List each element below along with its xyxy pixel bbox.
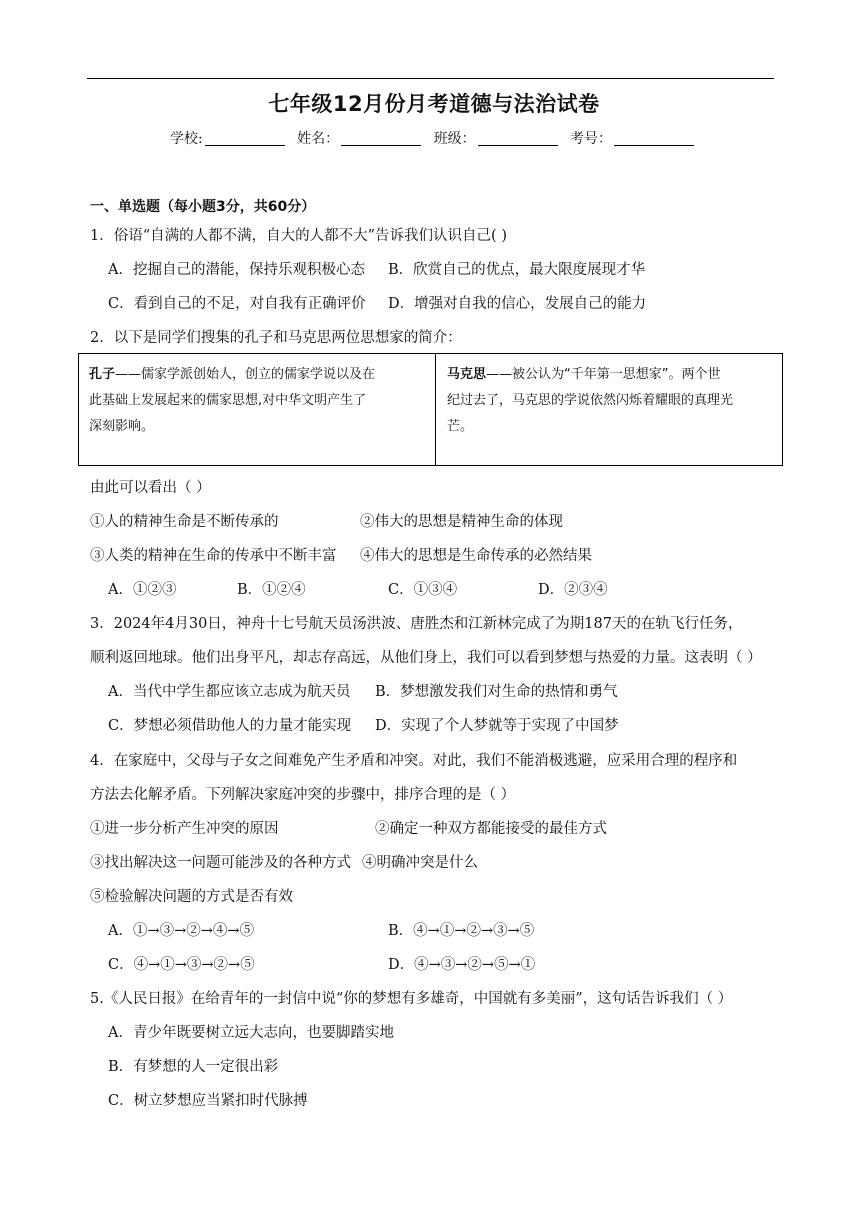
school-label: 学校: bbox=[169, 131, 203, 147]
q4-statement-4: ④明确冲突是什么 bbox=[362, 855, 478, 871]
class-blank[interactable] bbox=[478, 131, 558, 146]
q1-option-a: A．挖掘自己的潜能，保持乐观积极心态 bbox=[108, 262, 365, 278]
marx-text-1: ——被公认为“千年第一思想家”。两个世 bbox=[486, 367, 721, 382]
q5-option-a: A．青少年既要树立远大志向，也要脚踏实地 bbox=[108, 1025, 394, 1041]
q3-stem-line-2: 顺利返回地球。他们出身平凡，却志存高远，从他们身上，我们可以看到梦想与热爱的力量。这表明（ ） bbox=[90, 650, 762, 666]
q1-option-d: D．增强对自我的信心，发展自己的能力 bbox=[388, 296, 647, 312]
student-info-line bbox=[0, 128, 868, 148]
q5-option-b: B．有梦想的人一定很出彩 bbox=[108, 1059, 279, 1075]
q2-option-c: C．①③④ bbox=[388, 582, 458, 598]
q4-option-d: D．④→③→②→⑤→① bbox=[388, 957, 536, 973]
q3-option-b: B．梦想激发我们对生命的热情和勇气 bbox=[375, 684, 618, 700]
marx-text-3: 芒。 bbox=[447, 419, 474, 434]
q4-option-c: C．④→①→③→②→⑤ bbox=[108, 957, 255, 973]
class-label: 班级： bbox=[433, 131, 476, 147]
q2-stem: 2．以下是同学们搜集的孔子和马克思两位思想家的简介： bbox=[90, 330, 462, 346]
header-rule bbox=[87, 78, 774, 79]
q4-statement-5: ⑤检验解决问题的方式是否有效 bbox=[90, 889, 293, 905]
q2-option-d: D．②③④ bbox=[538, 582, 608, 598]
q2-follow: 由此可以看出（ ） bbox=[90, 480, 211, 496]
q2-statement-3: ③人类的精神在生命的传承中不断丰富 bbox=[90, 548, 337, 564]
q4-statement-1: ①进一步分析产生冲突的原因 bbox=[90, 821, 279, 837]
q3-option-c: C．梦想必须借助他人的力量才能实现 bbox=[108, 718, 352, 734]
q5-stem: 5.《人民日报》在给青年的一封信中说“你的梦想有多雄奇，中国就有多美丽”，这句话告诉我们（ ） bbox=[90, 991, 733, 1007]
q2-statement-4: ④伟大的思想是生命传承的必然结果 bbox=[360, 548, 592, 564]
page-title: 七年级12月份月考道德与法治试卷 bbox=[268, 92, 600, 116]
confucius-name: 孔子 bbox=[89, 367, 116, 382]
q4-statement-3: ③找出解决这一问题可能涉及的各种方式 bbox=[90, 855, 351, 871]
q3-stem-line-1: 3．2024年4月30日，神舟十七号航天员汤洪波、唐胜杰和江新林完成了为期187天的在轨飞行任务， bbox=[90, 616, 743, 632]
q5-option-c: C．树立梦想应当紧扣时代脉搏 bbox=[108, 1093, 308, 1109]
thinkers-table bbox=[78, 353, 783, 466]
confucius-cell bbox=[89, 362, 429, 440]
marx-name: 马克思 bbox=[447, 367, 487, 382]
q4-option-a: A．①→③→②→④→⑤ bbox=[108, 923, 255, 939]
marx-cell bbox=[447, 362, 777, 440]
exam-no-blank[interactable] bbox=[614, 131, 694, 146]
q4-stem-line-2: 方法去化解矛盾。下列解决家庭冲突的步骤中，排序合理的是（ ） bbox=[90, 787, 516, 803]
table-divider bbox=[435, 354, 436, 465]
confucius-text-2: 此基础上发展起来的儒家思想,对中华文明产生了 bbox=[89, 393, 367, 408]
q4-option-b: B．④→①→②→③→⑤ bbox=[388, 923, 535, 939]
section-heading: 一、单选题（每小题3分，共60分） bbox=[90, 199, 316, 215]
school-blank[interactable] bbox=[205, 131, 285, 146]
q4-stem-line-1: 4．在家庭中，父母与子女之间难免产生矛盾和冲突。对此，我们不能消极逃避，应采用合理的程序和 bbox=[90, 753, 738, 769]
name-blank[interactable] bbox=[341, 131, 421, 146]
q1-option-c: C．看到自己的不足，对自我有正确评价 bbox=[108, 296, 366, 312]
q2-option-a: A．①②③ bbox=[108, 582, 177, 598]
q2-statement-1: ①人的精神生命是不断传承的 bbox=[90, 514, 279, 530]
q1-option-b: B．欣赏自己的优点，最大限度展现才华 bbox=[388, 262, 646, 278]
confucius-text-3: 深刻影响。 bbox=[89, 419, 155, 434]
q2-statement-2: ②伟大的思想是精神生命的体现 bbox=[360, 514, 563, 530]
confucius-text-1: ——儒家学派创始人，创立的儒家学说以及在 bbox=[115, 367, 376, 382]
marx-text-2: 纪过去了，马克思的学说依然闪烁着耀眼的真理光 bbox=[447, 393, 734, 408]
q4-statement-2: ②确定一种双方都能接受的最佳方式 bbox=[375, 821, 607, 837]
q3-option-d: D．实现了个人梦就等于实现了中国梦 bbox=[375, 718, 619, 734]
exam-no-label: 考号： bbox=[570, 131, 613, 147]
name-label: 姓名： bbox=[297, 131, 340, 147]
q1-stem: 1．俗语“自满的人都不满，自大的人都不大”告诉我们认识自己( ) bbox=[90, 228, 507, 244]
q2-option-b: B．①②④ bbox=[237, 582, 306, 598]
q3-option-a: A．当代中学生都应该立志成为航天员 bbox=[108, 684, 351, 700]
